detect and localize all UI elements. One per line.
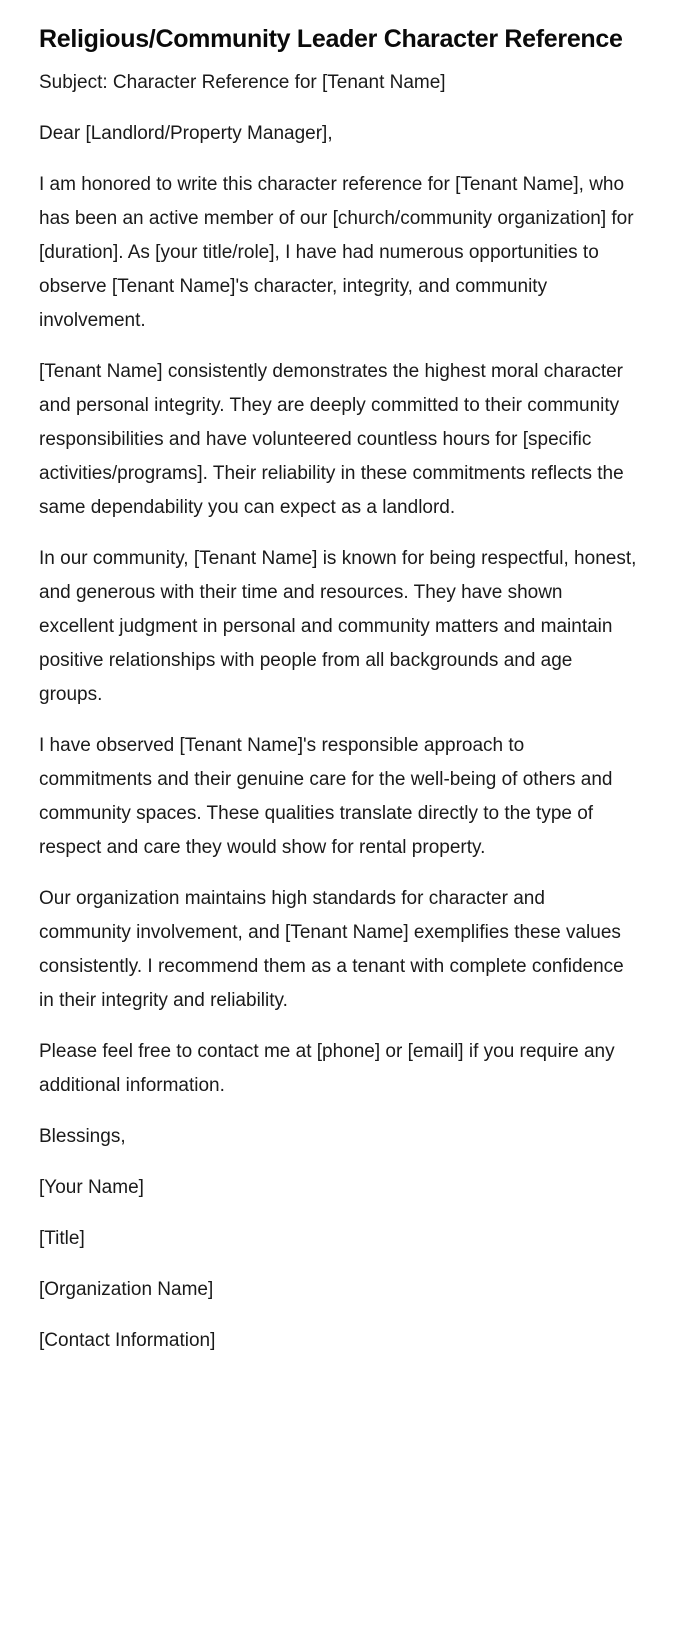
signature-name: [Your Name] — [39, 1177, 144, 1198]
body-paragraph-contact: Please feel free to contact me at [phone] or [email] if you require any additional information. — [39, 1041, 615, 1096]
subject-line: Subject: Character Reference for [Tenant Name] — [39, 72, 446, 93]
signature-organization: [Organization Name] — [39, 1279, 214, 1300]
document-title: Religious/Community Leader Character Reference — [39, 25, 623, 53]
closing: Blessings, — [39, 1126, 126, 1147]
salutation: Dear [Landlord/Property Manager], — [39, 123, 333, 144]
signature-contact: [Contact Information] — [39, 1330, 216, 1351]
body-paragraph-character: [Tenant Name] consistently demonstrates the highest moral character and personal integrity. They are deeply committed to their community responsibilities and have volunteered countless hours for [specific activities/programs]. Their reliability in these commitments reflects the same dependability you can expect as a landlord. — [39, 361, 624, 518]
body-paragraph-recommendation: Our organization maintains high standards for character and community involvement, and [Tenant Name] exemplifies these values consistently. I recommend them as a tenant with complete confidence in their integrity and reliability. — [39, 888, 624, 1011]
body-paragraph-responsibility: I have observed [Tenant Name]'s responsible approach to commitments and their genuine care for the well-being of others and community spaces. These qualities translate directly to the type of respect and care they would show for rental property. — [39, 735, 613, 858]
signature-title: [Title] — [39, 1228, 85, 1249]
body-paragraph-community: In our community, [Tenant Name] is known for being respectful, honest, and generous with their time and resources. They have shown excellent judgment in personal and community matters and maintain positive relationships with people from all backgrounds and age groups. — [39, 548, 637, 705]
body-paragraph-intro: I am honored to write this character reference for [Tenant Name], who has been an active member of our [church/community organization] for [duration]. As [your title/role], I have had numerous opportunities to observe [Tenant Name]'s character, integrity, and community involvement. — [39, 174, 634, 331]
